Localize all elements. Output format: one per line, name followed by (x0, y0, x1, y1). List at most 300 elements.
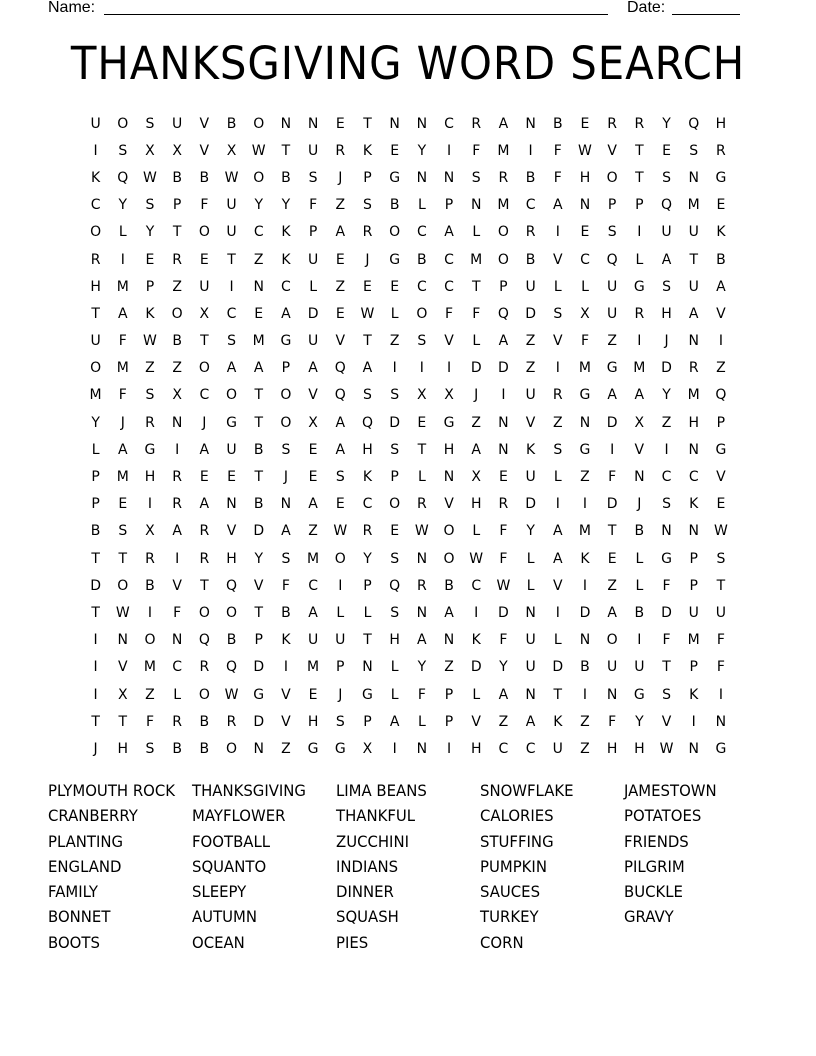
grid-letter: P (689, 659, 698, 676)
grid-letter: N (307, 115, 319, 132)
grid-letter: P (254, 632, 263, 649)
word-list-item: OCEAN (192, 932, 245, 952)
word-column (336, 778, 480, 955)
grid-letter: U (688, 224, 699, 241)
grid-letter: E (335, 115, 345, 132)
grid-letter: I (229, 278, 234, 295)
grid-letter: L (390, 659, 399, 676)
grid-letter: O (606, 169, 618, 186)
grid-letter: L (336, 604, 345, 621)
grid-letter: F (608, 469, 617, 486)
grid-letter: R (471, 115, 482, 132)
grid-letter: T (227, 251, 236, 268)
grid-letter: O (90, 224, 102, 241)
grid-letter: S (281, 550, 291, 567)
grid-letter: O (226, 604, 238, 621)
grid-letter: G (579, 441, 591, 458)
grid-letter: I (283, 659, 288, 676)
grid-letter: H (307, 713, 319, 730)
grid-letter: F (200, 197, 209, 214)
grid-letter: L (553, 632, 562, 649)
grid-letter: C (199, 387, 210, 404)
grid-letter: T (91, 713, 100, 730)
grid-letter: Y (417, 142, 427, 159)
grid-letter: R (362, 523, 373, 540)
grid-letter: E (716, 197, 726, 214)
grid-letter: I (582, 577, 588, 594)
grid-letter: V (117, 659, 128, 676)
grid-letter: L (173, 686, 182, 703)
grid-letter: X (308, 414, 318, 431)
grid-letter: C (444, 115, 454, 132)
grid-letter: E (607, 550, 617, 567)
grid-letter: C (226, 305, 237, 322)
grid-letter: C (281, 278, 291, 295)
word-column (48, 778, 192, 955)
grid-letter: A (335, 441, 346, 458)
grid-letter: L (635, 251, 644, 268)
grid-letter: O (198, 224, 210, 241)
grid-letter: T (607, 523, 617, 540)
grid-letter: I (718, 686, 723, 703)
grid-letter: N (525, 604, 536, 621)
grid-letter: E (199, 251, 209, 268)
grid-letter: N (416, 169, 428, 186)
grid-letter: I (582, 496, 588, 513)
grid-letter: P (172, 197, 182, 214)
grid-letter: A (389, 713, 400, 730)
word-list-item: GRAVY (624, 907, 674, 927)
grid-letter: W (469, 550, 484, 567)
grid-letter: L (472, 523, 481, 540)
grid-letter: N (226, 496, 237, 513)
grid-letter: A (335, 414, 346, 431)
grid-letter: T (118, 550, 128, 567)
grid-letter: K (580, 550, 590, 567)
grid-letter: I (555, 224, 560, 241)
grid-letter: N (606, 686, 618, 703)
grid-letter: A (308, 360, 318, 377)
grid-letter: B (226, 115, 237, 132)
grid-letter: C (416, 278, 427, 295)
grid-letter: O (389, 496, 401, 513)
grid-letter: V (552, 333, 563, 350)
grid-letter: N (416, 604, 428, 621)
grid-letter: M (687, 197, 700, 214)
grid-letter: J (93, 740, 98, 757)
grid-letter: R (416, 577, 427, 594)
grid-letter: D (606, 496, 618, 513)
word-list-item: AUTUMN (192, 907, 258, 927)
grid-letter: N (443, 469, 455, 486)
date-label: Date: (627, 0, 666, 16)
grid-letter: J (365, 251, 370, 268)
word-column (624, 778, 768, 930)
grid-letter: Z (308, 523, 318, 540)
word-list-item: SLEEPY (192, 882, 247, 902)
grid-letter: N (688, 333, 699, 350)
grid-letter: Y (254, 550, 263, 567)
grid-letter: T (281, 142, 291, 159)
grid-letter: S (689, 142, 699, 159)
grid-letter: H (470, 496, 482, 513)
grid-letter: C (661, 469, 672, 486)
grid-letter: X (172, 142, 182, 159)
grid-letter: F (499, 550, 508, 567)
grid-letter: D (525, 496, 536, 513)
grid-letter: V (716, 305, 726, 322)
grid-letter: F (173, 604, 182, 621)
grid-letter: B (525, 251, 536, 268)
grid-letter: L (472, 333, 481, 350)
grid-letter: E (335, 305, 345, 322)
grid-letter: U (90, 115, 101, 132)
grid-letter: U (226, 197, 237, 214)
word-list-item: PIES (336, 932, 369, 952)
grid-letter: Q (334, 387, 346, 404)
word-list-item: SAUCES (480, 882, 541, 902)
grid-letter: Z (525, 333, 536, 350)
grid-letter: F (118, 333, 127, 350)
word-list-item: BOOTS (48, 932, 100, 952)
grid-letter: D (470, 659, 482, 676)
grid-letter: B (90, 523, 101, 540)
grid-letter: S (662, 278, 671, 295)
grid-letter: G (715, 441, 727, 458)
grid-letter: I (637, 333, 642, 350)
grid-letter: F (608, 713, 617, 730)
grid-letter: W (360, 305, 375, 322)
grid-letter: V (444, 333, 454, 350)
grid-letter: M (116, 469, 129, 486)
grid-letter: T (363, 333, 372, 350)
word-list-item: BONNET (48, 907, 111, 927)
grid-letter: C (498, 740, 509, 757)
grid-letter: A (362, 360, 373, 377)
grid-letter: P (444, 197, 454, 214)
grid-letter: Z (145, 360, 155, 377)
grid-letter: O (90, 360, 102, 377)
grid-letter: B (199, 169, 210, 186)
grid-letter: P (145, 278, 155, 295)
grid-letter: E (390, 142, 400, 159)
grid-letter: O (253, 115, 265, 132)
grid-letter: Z (580, 469, 590, 486)
grid-letter: H (579, 169, 591, 186)
grid-letter: D (253, 713, 265, 730)
grid-letter: I (664, 441, 669, 458)
grid-letter: R (172, 496, 183, 513)
word-list-item: PUMPKIN (480, 856, 547, 876)
grid-letter: U (90, 333, 101, 350)
grid-letter: I (555, 604, 560, 621)
grid-letter: N (579, 632, 591, 649)
grid-letter: W (251, 142, 266, 159)
grid-letter: V (335, 333, 346, 350)
grid-letter: G (144, 441, 156, 458)
grid-letter: L (390, 305, 399, 322)
grid-letter: E (662, 142, 671, 159)
word-list-item: MAYFLOWER (192, 806, 286, 826)
grid-letter: H (661, 305, 672, 322)
grid-letter: A (498, 686, 509, 703)
grid-letter: A (498, 333, 509, 350)
grid-letter: A (661, 251, 672, 268)
grid-letter: H (443, 441, 455, 458)
grid-letter: U (525, 659, 536, 676)
grid-letter: E (308, 441, 318, 458)
word-list-item: CRANBERRY (48, 806, 138, 826)
grid-letter: X (199, 305, 210, 322)
grid-letter: G (253, 686, 265, 703)
grid-letter: K (145, 305, 155, 322)
grid-letter: V (525, 414, 536, 431)
grid-letter: P (390, 469, 399, 486)
grid-letter: B (253, 441, 264, 458)
grid-letter: U (172, 115, 183, 132)
grid-letter: Z (172, 360, 182, 377)
name-blank-line (104, 0, 608, 15)
grid-letter: Y (363, 550, 372, 567)
grid-letter: N (416, 740, 428, 757)
grid-letter: A (226, 360, 237, 377)
grid-letter: P (308, 224, 318, 241)
word-list-item: PLYMOUTH ROCK (48, 781, 176, 800)
grid-letter: A (552, 550, 563, 567)
grid-letter: P (689, 577, 698, 594)
grid-letter: U (552, 740, 563, 757)
grid-letter: N (117, 632, 129, 649)
grid-letter: H (362, 441, 373, 458)
grid-letter: D (470, 360, 482, 377)
word-list-item: INDIANS (336, 856, 399, 876)
grid-letter: K (281, 632, 291, 649)
grid-letter: I (582, 686, 588, 703)
grid-letter: T (716, 577, 726, 594)
grid-letter: T (91, 305, 100, 322)
grid-letter: K (281, 251, 291, 268)
grid-letter: G (307, 740, 319, 757)
grid-letter: S (363, 387, 372, 404)
grid-letter: I (446, 360, 452, 377)
grid-letter: I (175, 441, 180, 458)
grid-letter: B (172, 333, 182, 350)
word-list-item: PLANTING (48, 831, 124, 851)
grid-letter: O (334, 550, 346, 567)
grid-letter: R (172, 713, 183, 730)
grid-letter: I (691, 713, 696, 730)
grid-letter: I (446, 740, 452, 757)
grid-letter: L (581, 278, 589, 295)
grid-letter: A (634, 387, 645, 404)
grid-letter: U (715, 604, 727, 621)
grid-letter: Y (254, 197, 263, 214)
word-list-item: ZUCCHINI (336, 831, 409, 851)
word-list-item: CORN (480, 932, 524, 952)
grid-letter: K (362, 142, 373, 159)
word-column (192, 778, 336, 955)
grid-letter: Q (715, 387, 727, 404)
grid-letter: W (414, 523, 429, 540)
grid-letter: R (688, 360, 699, 377)
grid-letter: L (635, 577, 644, 594)
grid-letter: B (634, 523, 645, 540)
grid-letter: F (281, 577, 290, 594)
grid-letter: Y (91, 414, 100, 431)
grid-letter: Z (335, 278, 346, 295)
grid-letter: A (199, 441, 210, 458)
grid-letter: N (498, 441, 509, 458)
grid-letter: D (253, 659, 265, 676)
grid-letter: D (525, 305, 536, 322)
grid-letter: B (172, 169, 182, 186)
grid-letter: G (715, 169, 727, 186)
grid-letter: M (687, 387, 700, 404)
grid-letter: N (688, 441, 699, 458)
grid-letter: N (171, 414, 183, 431)
grid-letter: O (198, 604, 210, 621)
grid-letter: K (689, 686, 699, 703)
grid-letter: V (253, 577, 264, 594)
grid-letter: U (688, 604, 699, 621)
grid-letter: R (172, 469, 183, 486)
grid-letter: U (634, 659, 645, 676)
grid-letter: P (689, 550, 698, 567)
grid-letter: C (90, 197, 101, 214)
grid-letter: S (281, 441, 291, 458)
grid-letter: R (362, 224, 373, 241)
grid-letter: O (198, 686, 210, 703)
grid-letter: N (280, 496, 292, 513)
grid-letter: N (253, 740, 264, 757)
grid-letter: A (253, 360, 264, 377)
grid-letter: B (281, 604, 291, 621)
grid-letter: Z (335, 197, 346, 214)
grid-letter: S (335, 469, 345, 486)
grid-letter: U (525, 469, 536, 486)
grid-letter: E (199, 469, 209, 486)
grid-letter: R (145, 550, 155, 567)
grid-letter: A (308, 496, 318, 513)
grid-letter: G (280, 333, 292, 350)
grid-letter: V (607, 142, 617, 159)
grid-letter: P (336, 659, 345, 676)
grid-letter: D (661, 604, 672, 621)
grid-letter: Z (281, 740, 291, 757)
grid-letter: I (120, 251, 125, 268)
grid-letter: R (498, 496, 509, 513)
grid-letter: S (553, 305, 563, 322)
grid-letter: B (444, 577, 454, 594)
grid-letter: E (390, 523, 400, 540)
grid-letter: Z (498, 713, 509, 730)
grid-letter: L (553, 278, 562, 295)
grid-letter: H (470, 740, 482, 757)
grid-letter: Q (334, 360, 346, 377)
grid-letter: M (89, 387, 102, 404)
grid-letter: V (172, 577, 182, 594)
grid-letter: R (607, 115, 618, 132)
word-list-item: FOOTBALL (192, 831, 271, 851)
grid-letter: H (226, 550, 237, 567)
grid-letter: G (606, 360, 618, 377)
grid-letter: J (120, 414, 125, 431)
grid-letter: Z (607, 333, 617, 350)
grid-letter: S (145, 740, 155, 757)
grid-letter: G (334, 740, 346, 757)
grid-letter: F (662, 632, 671, 649)
grid-letter: Z (471, 414, 482, 431)
grid-letter: O (226, 387, 238, 404)
grid-letter: R (716, 142, 726, 159)
grid-letter: U (525, 387, 536, 404)
grid-letter: K (362, 469, 373, 486)
grid-letter: F (580, 333, 589, 350)
grid-letter: O (253, 169, 265, 186)
grid-letter: S (390, 441, 400, 458)
grid-letter: S (308, 169, 318, 186)
grid-letter: G (389, 251, 401, 268)
word-list-item: SNOWFLAKE (480, 781, 574, 800)
grid-letter: N (416, 115, 428, 132)
grid-letter: T (254, 469, 263, 486)
grid-letter: A (525, 713, 536, 730)
word-list (48, 778, 768, 958)
grid-letter: F (499, 523, 508, 540)
grid-letter: D (389, 414, 401, 431)
grid-letter: U (307, 632, 319, 649)
grid-letter: X (172, 387, 182, 404)
grid-letter: O (280, 414, 292, 431)
grid-letter: S (471, 169, 481, 186)
grid-letter: L (526, 577, 535, 594)
grid-letter: C (416, 224, 427, 241)
grid-letter: S (145, 197, 155, 214)
grid-letter: M (578, 523, 592, 540)
grid-letter: O (117, 577, 129, 594)
grid-letter: M (116, 278, 129, 295)
grid-letter: G (633, 686, 645, 703)
grid-letter: P (363, 713, 372, 730)
grid-letter: M (116, 360, 129, 377)
word-list-item: CALORIES (480, 806, 554, 826)
grid-letter: X (226, 142, 237, 159)
grid-letter: D (253, 523, 265, 540)
grid-letter: I (147, 496, 153, 513)
grid-letter: T (254, 604, 263, 621)
grid-letter: B (525, 169, 536, 186)
grid-letter: G (389, 169, 401, 186)
grid-letter: C (688, 469, 699, 486)
word-list-item: THANKFUL (336, 806, 416, 826)
grid-letter: P (635, 197, 644, 214)
grid-letter: R (552, 387, 563, 404)
grid-letter: P (444, 686, 454, 703)
grid-letter: K (716, 224, 726, 241)
grid-letter: Z (172, 278, 182, 295)
grid-letter: V (308, 387, 318, 404)
grid-letter: T (363, 115, 372, 132)
grid-letter: T (553, 686, 563, 703)
grid-letter: X (362, 740, 373, 757)
grid-letter: R (199, 659, 210, 676)
grid-letter: N (443, 169, 455, 186)
grid-letter: X (471, 469, 482, 486)
grid-letter: B (145, 577, 155, 594)
word-column (480, 778, 624, 955)
grid-letter: B (716, 251, 726, 268)
grid-letter: J (338, 169, 343, 186)
